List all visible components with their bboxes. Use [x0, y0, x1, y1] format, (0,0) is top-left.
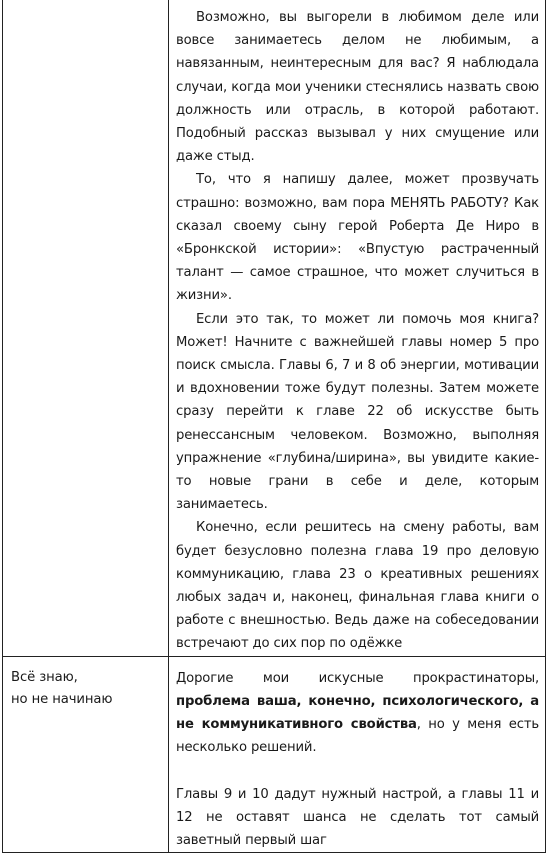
paragraph: То, что я напишу далее, может прозвучать страшно: возможно, вам пора МЕНЯТЬ РАБОТУ? Как сказал своему сыну герой Роберта Де Ниро в «Бронкской истории»: «Впустую растраченный талант — самое страшное, что может случиться в жизни». [176, 172, 539, 304]
content-table [2, 0, 546, 853]
row-heading-line: но не начинаю [11, 691, 113, 707]
paragraph: Конечно, если решитесь на смену работы, вам будет безусловно полезна глава 19 про деловую коммуникацию, глава 23 о креативных решениях любых задач и, наконец, финальная глава книги о работе с внешностью. Ведь даже на собеседовании встречают до сих пор по одёжке [176, 520, 539, 652]
table-row [3, 656, 546, 852]
paragraph: Возможно, вы выгорели в любимом деле или вовсе занимаетесь делом не любимым, а навязанным, неинтересным для вас? Я наблюдала случаи, когда мои ученики стеснялись назвать свою должность или отрасль, в которой работают. Подобный рассказ вызывал у них смущение или даже стыд. [176, 10, 539, 165]
table-cell-left [3, 656, 169, 852]
table-cell-left [3, 0, 169, 656]
text-run: , но у меня есть несколько решений. [176, 717, 539, 756]
table-row [3, 0, 546, 656]
row1-left-text [3, 0, 168, 6]
bold-text-run: проблема ваша, конечно, психологического, а не коммуникативного свойства [176, 693, 539, 733]
table-cell-right [169, 0, 546, 656]
paragraph [176, 667, 539, 760]
paragraph: Главы 9 и 10 дадут нужный настрой, а главы 11 и 12 не оставят шанса не сделать тот самый заветный первый шаг [176, 786, 539, 848]
row-heading-line: Всё знаю, [11, 669, 78, 685]
paragraph: Если это так, то может ли помочь моя книга? Может! Начните с важнейшей главы номер 5 про поиск смысла. Главы 6, 7 и 8 об энергии, мотивации и вдохновении тоже будут полезны. Затем можете сразу перейти к главе 22 об искусстве быть ренессансным человеком. Возможно, выполняя упражнение «глубина/ширина», вы увидите какие-то новые грани в себе и деле, которым занимаетесь. [176, 311, 539, 513]
text-run: Дорогие мои искусные прокрастинаторы, [176, 670, 539, 686]
table-cell-right [169, 656, 546, 852]
